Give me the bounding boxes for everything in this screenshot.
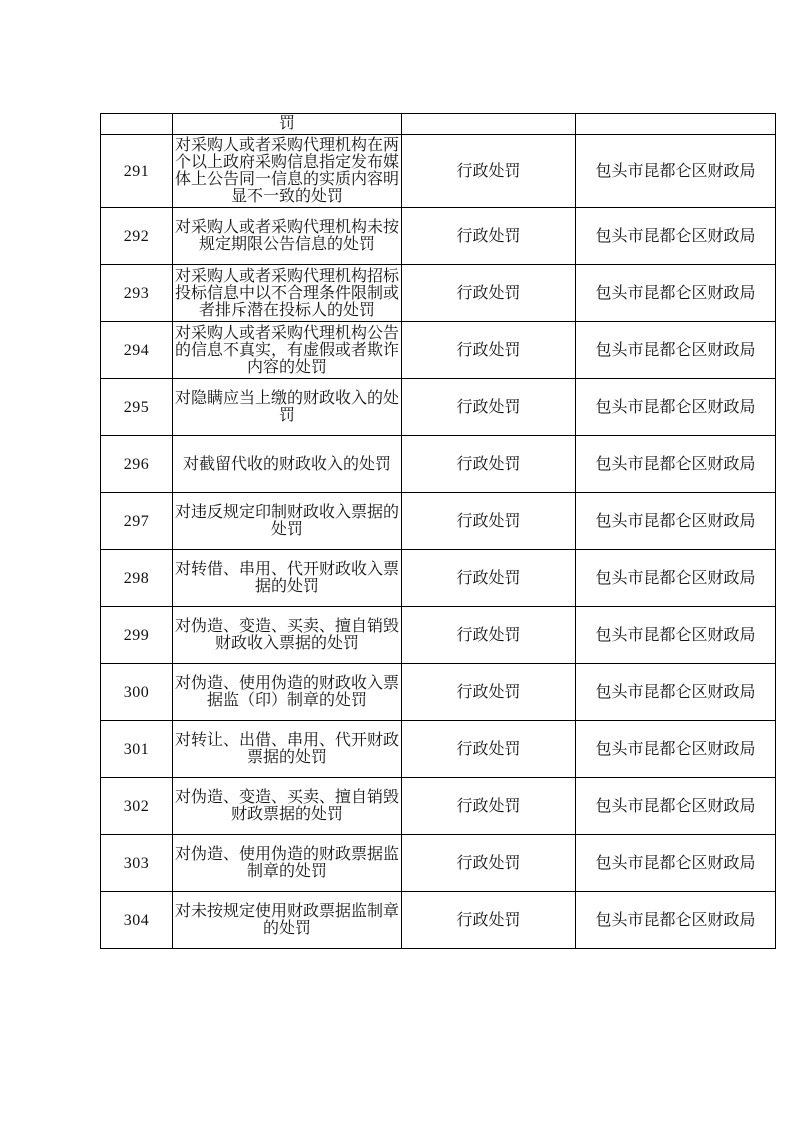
cell-penalty-type: 行政处罚 [402, 208, 576, 265]
cell-description: 对采购人或者采购代理机构在两个以上政府采购信息指定发布媒体上公告同一信息的实质内容明显不一致的处罚 [173, 135, 402, 208]
cell-authority [576, 114, 776, 135]
cell-penalty-type: 行政处罚 [402, 892, 576, 949]
cell-authority: 包头市昆都仑区财政局 [576, 135, 776, 208]
cell-number: 296 [101, 436, 173, 493]
table-row [101, 208, 776, 265]
cell-penalty-type: 行政处罚 [402, 607, 576, 664]
cell-description: 对违反规定印制财政收入票据的处罚 [173, 493, 402, 550]
table-row [101, 721, 776, 778]
cell-description: 对转借、串用、代开财政收入票据的处罚 [173, 550, 402, 607]
table-row [101, 892, 776, 949]
cell-penalty-type: 行政处罚 [402, 379, 576, 436]
cell-description: 对隐瞒应当上缴的财政收入的处罚 [173, 379, 402, 436]
cell-authority: 包头市昆都仑区财政局 [576, 265, 776, 322]
cell-number: 292 [101, 208, 173, 265]
table-row [101, 835, 776, 892]
cell-authority: 包头市昆都仑区财政局 [576, 379, 776, 436]
cell-number: 295 [101, 379, 173, 436]
cell-description: 对未按规定使用财政票据监制章的处罚 [173, 892, 402, 949]
cell-penalty-type: 行政处罚 [402, 322, 576, 379]
table-row [101, 607, 776, 664]
cell-authority: 包头市昆都仑区财政局 [576, 721, 776, 778]
table-row [101, 379, 776, 436]
cell-description: 对截留代收的财政收入的处罚 [173, 436, 402, 493]
table-row-carryover [101, 114, 776, 135]
cell-description: 对采购人或者采购代理机构招标投标信息中以不合理条件限制或者排斥潜在投标人的处罚 [173, 265, 402, 322]
cell-description: 对伪造、使用伪造的财政票据监制章的处罚 [173, 835, 402, 892]
table-row [101, 550, 776, 607]
table-row [101, 322, 776, 379]
cell-penalty-type: 行政处罚 [402, 135, 576, 208]
cell-penalty-type: 行政处罚 [402, 436, 576, 493]
penalty-items-table [100, 113, 776, 949]
cell-number: 301 [101, 721, 173, 778]
table-row [101, 135, 776, 208]
cell-authority: 包头市昆都仑区财政局 [576, 664, 776, 721]
cell-number: 293 [101, 265, 173, 322]
cell-description: 对采购人或者采购代理机构公告的信息不真实，有虚假或者欺诈内容的处罚 [173, 322, 402, 379]
cell-number: 303 [101, 835, 173, 892]
cell-penalty-type: 行政处罚 [402, 493, 576, 550]
cell-authority: 包头市昆都仑区财政局 [576, 892, 776, 949]
cell-authority: 包头市昆都仑区财政局 [576, 493, 776, 550]
cell-penalty-type: 行政处罚 [402, 778, 576, 835]
cell-penalty-type [402, 114, 576, 135]
cell-authority: 包头市昆都仑区财政局 [576, 322, 776, 379]
cell-authority: 包头市昆都仑区财政局 [576, 835, 776, 892]
cell-authority: 包头市昆都仑区财政局 [576, 550, 776, 607]
cell-penalty-type: 行政处罚 [402, 550, 576, 607]
cell-authority: 包头市昆都仑区财政局 [576, 436, 776, 493]
cell-number: 291 [101, 135, 173, 208]
cell-description: 对采购人或者采购代理机构未按规定期限公告信息的处罚 [173, 208, 402, 265]
cell-description: 对伪造、变造、买卖、擅自销毁财政收入票据的处罚 [173, 607, 402, 664]
table-row [101, 436, 776, 493]
cell-description: 对伪造、使用伪造的财政收入票据监（印）制章的处罚 [173, 664, 402, 721]
cell-description: 对转让、出借、串用、代开财政票据的处罚 [173, 721, 402, 778]
cell-number: 300 [101, 664, 173, 721]
table-row [101, 493, 776, 550]
cell-number: 302 [101, 778, 173, 835]
cell-number: 299 [101, 607, 173, 664]
cell-penalty-type: 行政处罚 [402, 664, 576, 721]
cell-number [101, 114, 173, 135]
cell-number: 304 [101, 892, 173, 949]
cell-penalty-type: 行政处罚 [402, 265, 576, 322]
cell-number: 297 [101, 493, 173, 550]
table-row [101, 265, 776, 322]
cell-authority: 包头市昆都仑区财政局 [576, 778, 776, 835]
cell-description: 对伪造、变造、买卖、擅自销毁财政票据的处罚 [173, 778, 402, 835]
table-row [101, 664, 776, 721]
cell-number: 294 [101, 322, 173, 379]
table-row [101, 778, 776, 835]
cell-penalty-type: 行政处罚 [402, 721, 576, 778]
cell-penalty-type: 行政处罚 [402, 835, 576, 892]
cell-authority: 包头市昆都仑区财政局 [576, 607, 776, 664]
cell-description: 罚 [173, 114, 402, 135]
cell-number: 298 [101, 550, 173, 607]
cell-authority: 包头市昆都仑区财政局 [576, 208, 776, 265]
